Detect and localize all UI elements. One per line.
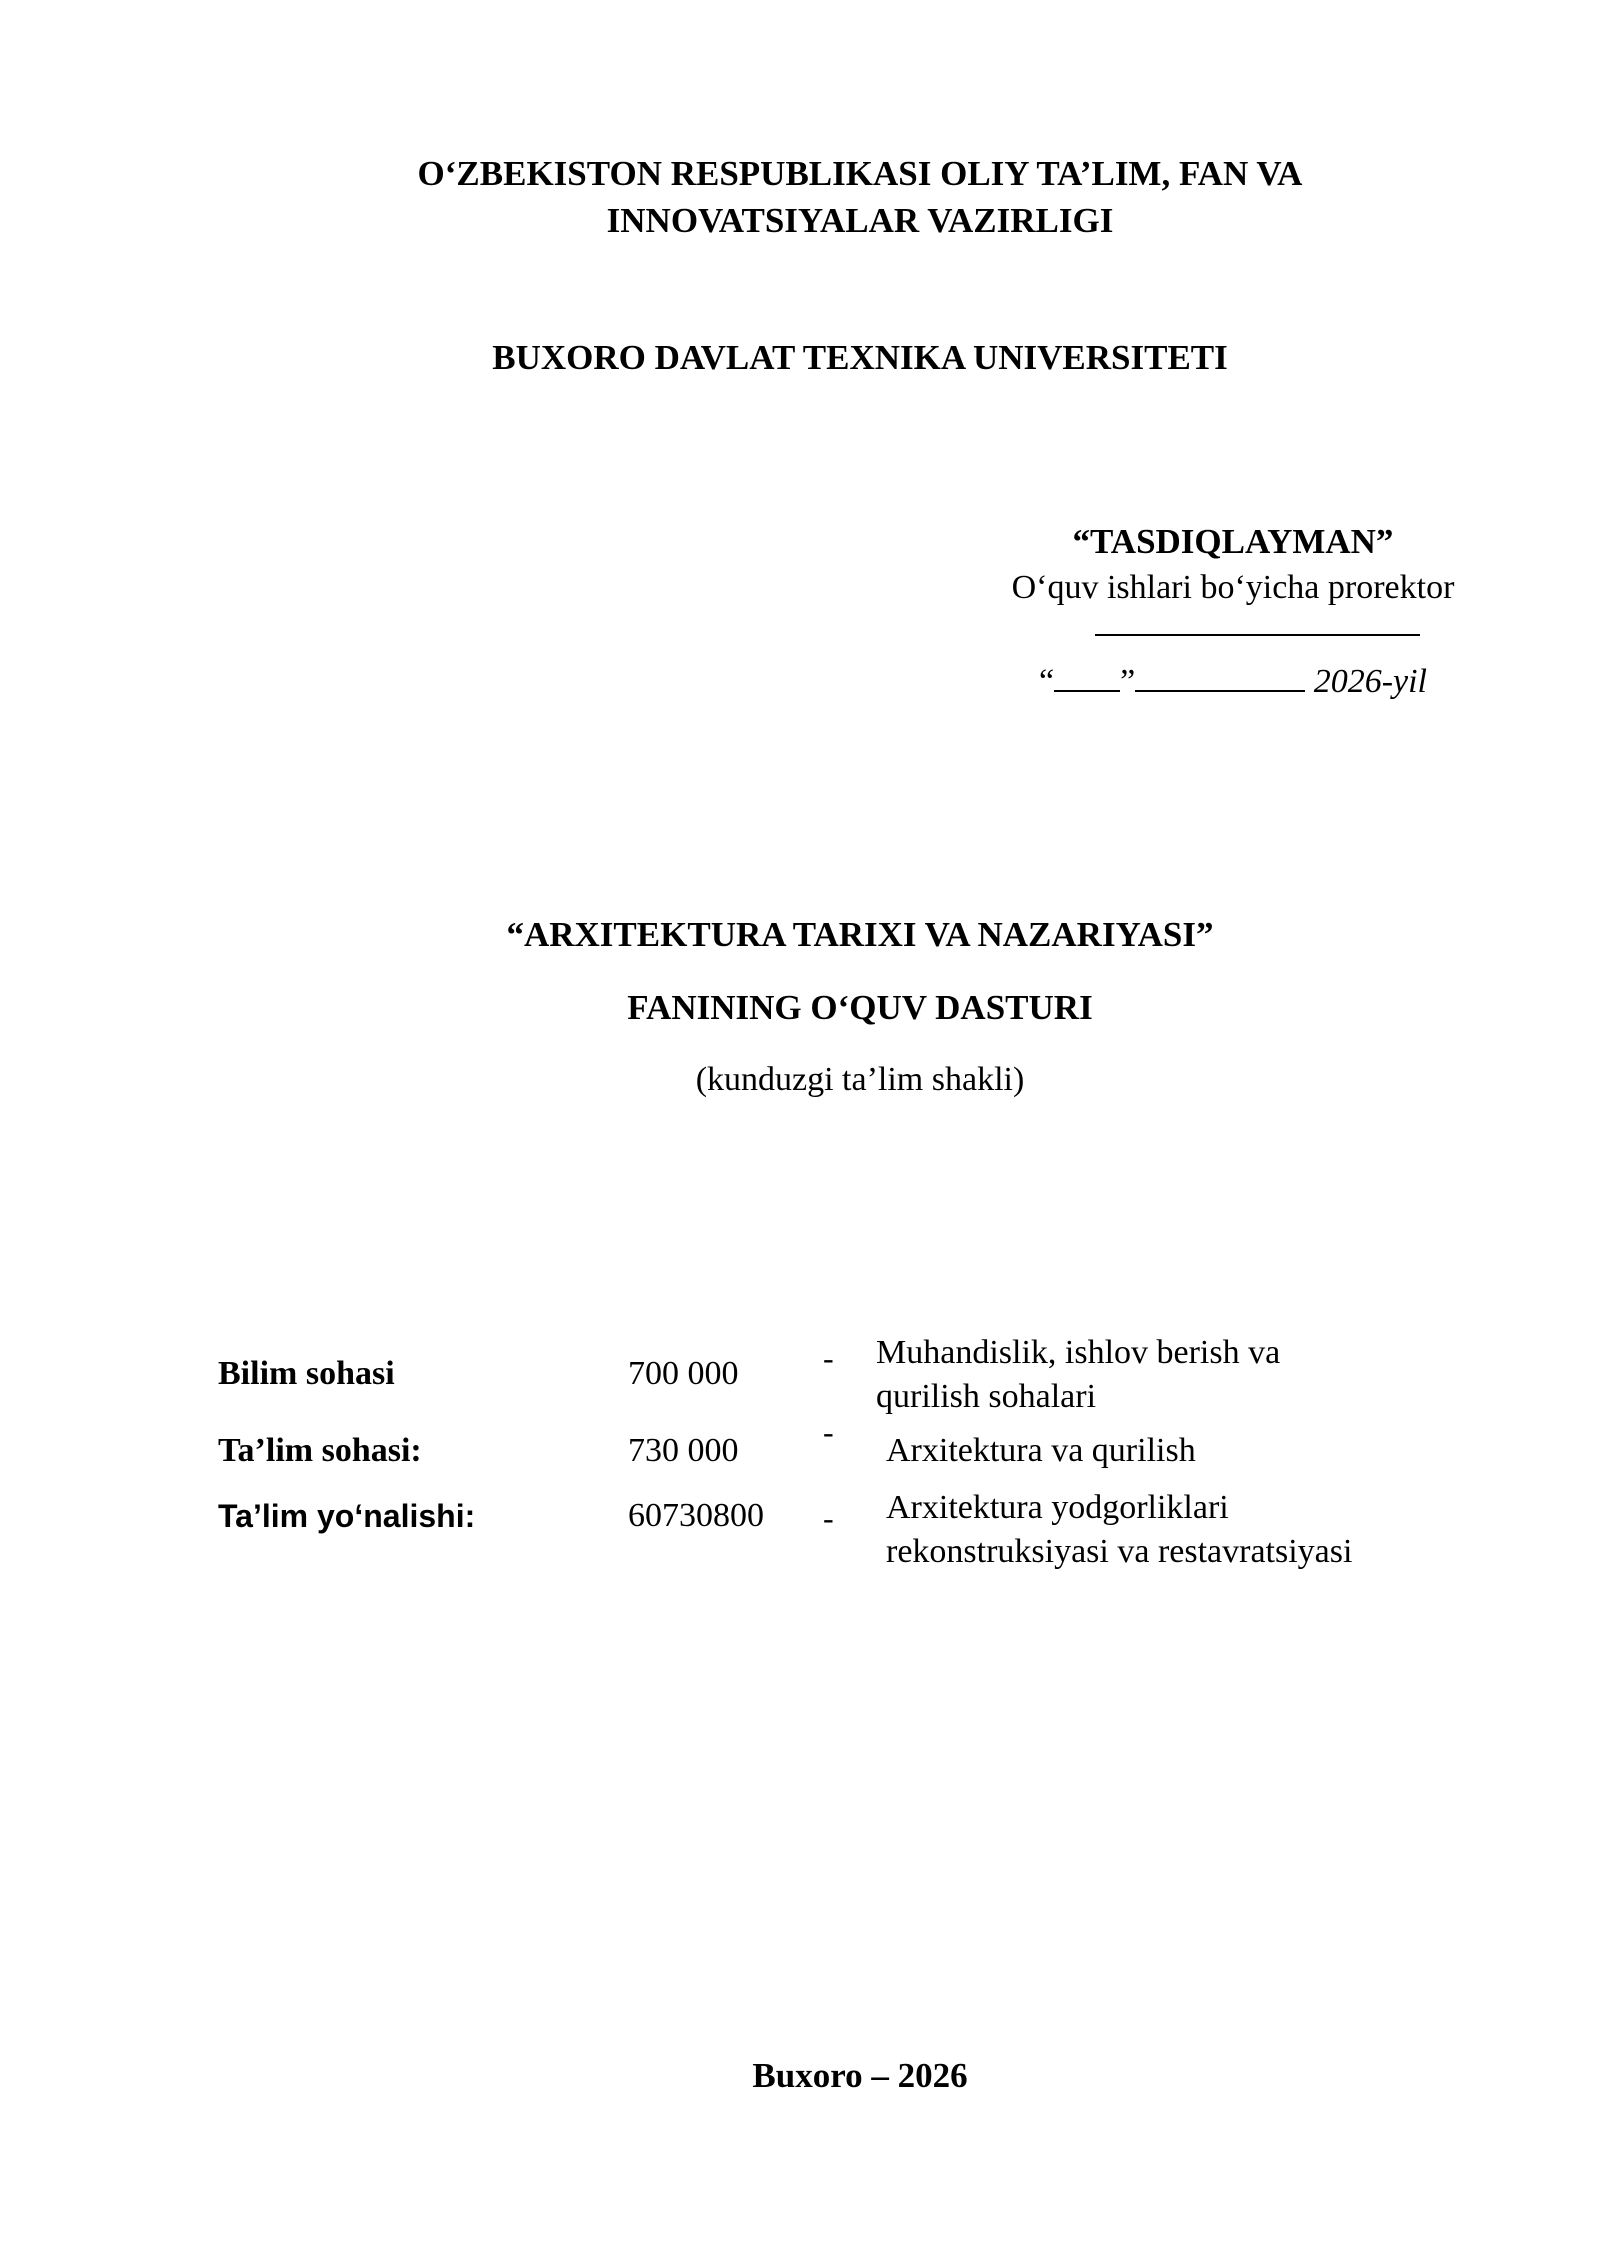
university-heading: BUXORO DAVLAT TEXNIKA UNIVERSITETI	[492, 338, 1228, 377]
approval-title: “TASDIQLAYMAN”	[1072, 522, 1394, 561]
subject-title: “ARXITEKTURA TARIXI VA NAZARIYASI”	[506, 915, 1214, 954]
ministry-line-1: O‘ZBEKISTON RESPUBLIKASI OLIY TA’LIM, FAN VA	[417, 154, 1303, 193]
field-label-direction: Ta’lim yo‘nalishi:	[218, 1498, 476, 1534]
field-dash-3: -	[823, 1500, 834, 1536]
signature-line	[1095, 634, 1420, 636]
field-code-education-area: 730 000	[628, 1432, 739, 1469]
field-desc-line: Arxitektura yodgorliklari	[886, 1489, 1229, 1526]
field-code-direction: 60730800	[628, 1497, 764, 1534]
ministry-heading	[0, 150, 1600, 244]
field-desc-line: Muhandislik, ishlov berish va	[876, 1334, 1281, 1371]
program-title: FANINING O‘QUV DASTURI	[627, 988, 1093, 1027]
field-desc-direction	[886, 1486, 1446, 1574]
field-dash-1: -	[823, 1340, 834, 1376]
approval-date	[958, 660, 1508, 704]
footer-place-year: Buxoro – 2026	[752, 2056, 968, 2095]
field-desc-education-area	[886, 1429, 1446, 1473]
study-form: (kunduzgi ta’lim shakli)	[695, 1061, 1025, 1098]
field-dash-2: -	[823, 1414, 834, 1450]
field-desc-line: rekonstruksiyasi va restavratsiyasi	[886, 1533, 1353, 1570]
field-code-knowledge-area: 700 000	[628, 1355, 739, 1392]
field-label-knowledge-area: Bilim sohasi	[218, 1355, 395, 1392]
day-blank	[1054, 662, 1120, 692]
approval-position: O‘quv ishlari bo‘yicha prorektor	[1011, 569, 1455, 606]
field-desc-line: qurilish sohalari	[876, 1378, 1097, 1415]
field-desc-knowledge-area	[876, 1331, 1436, 1419]
month-blank	[1135, 662, 1305, 692]
field-label-education-area: Ta’lim sohasi:	[218, 1432, 422, 1469]
date-close-quote: ”	[1120, 663, 1136, 700]
date-open-quote: “	[1039, 663, 1055, 700]
ministry-line-2: INNOVATSIYALAR VAZIRLIGI	[606, 201, 1114, 240]
date-year: 2026-yil	[1313, 663, 1427, 700]
field-desc-line: Arxitektura va qurilish	[886, 1432, 1196, 1469]
